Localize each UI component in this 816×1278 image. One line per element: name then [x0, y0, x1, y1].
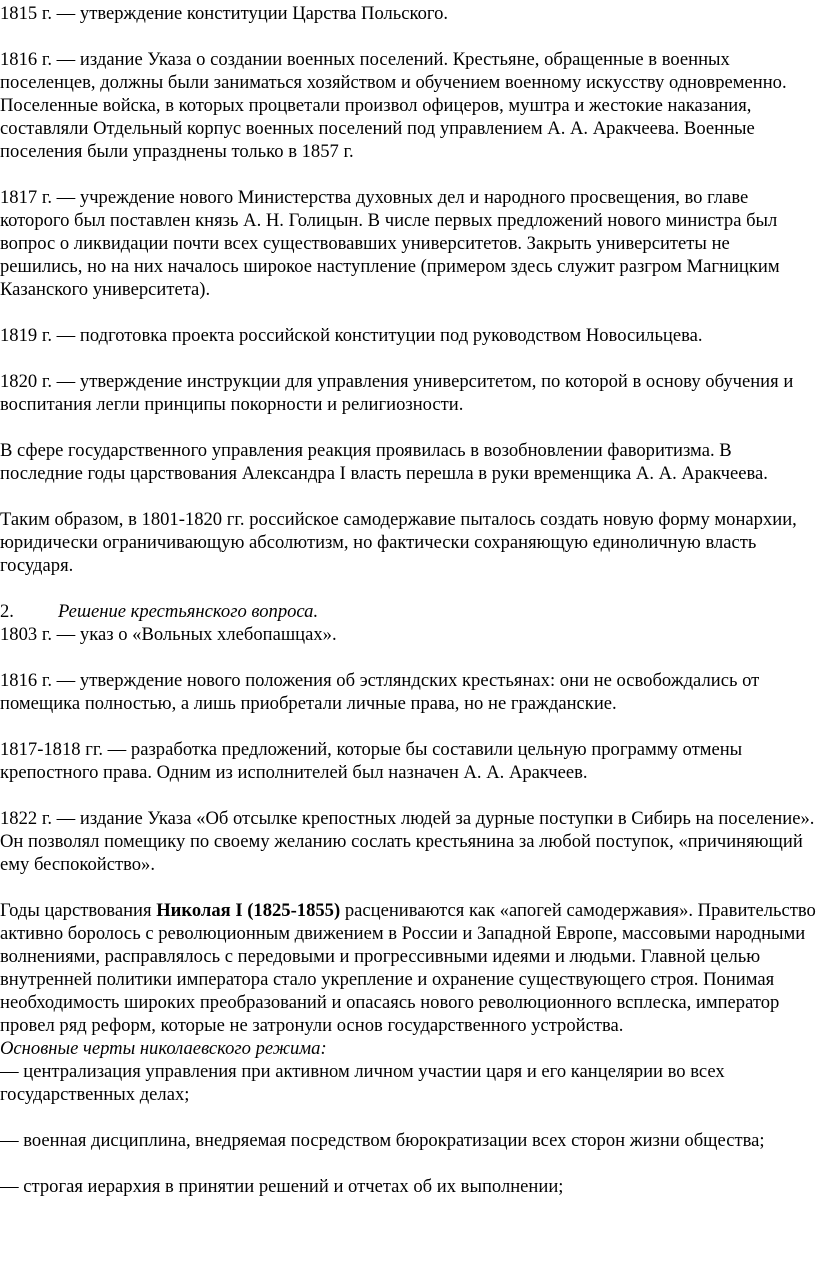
paragraph-nicholas-intro	[0, 899, 816, 1037]
feature-item: — централизация управления при активном личном участии царя и его канцелярии во всех государственных делах;	[0, 1061, 725, 1105]
intro-text-rest: расцениваются как «апогей самодержавия». Правительство активно боролось с революционным движением в России и Западной Европе, массовыми народными волнениями, расправлялось с передовыми и прогрессивными идеями и людьми. Главной целью внутренней политики императора стало укрепление и охранение существующего строя. Понимая необходимость широких преобразований и опасаясь нового революционного всплеска, император провел ряд реформ, которые не затронули основ государственного устройства.	[0, 900, 816, 1036]
paragraph-1822-decree: 1822 г. — издание Указа «Об отсылке крепостных людей за дурные поступки в Сибирь на поселение». Он позволял помещику по своему желанию сослать крестьянина за любой поступок, «причиняющий ему беспокойство».	[0, 808, 815, 875]
section-2-heading	[0, 600, 816, 623]
section-title: Решение крестьянского вопроса.	[58, 601, 319, 622]
nicholas-name: Николая I (1825-1855)	[156, 900, 341, 921]
paragraph-1817-1818-program: 1817-1818 гг. — разработка предложений, которые бы составили цельную программу отмены крепостного права. Одним из исполнителей был назначен А. А. Аракчеев.	[0, 739, 743, 783]
paragraph-1820-university: 1820 г. — утверждение инструкции для управления университетом, по которой в основу обучения и воспитания легли принципы покорности и религиозности.	[0, 371, 794, 415]
feature-item: — строгая иерархия в принятии решений и отчетах об их выполнении;	[0, 1176, 564, 1197]
document-page	[0, 2, 816, 1198]
paragraph-reaction: В сфере государственного управления реакция проявилась в возобновлении фаворитизма. В последние годы царствования Александра I власть перешла в руки временщика А. А. Аракчеева.	[0, 440, 768, 484]
section-number: 2.	[0, 601, 14, 622]
paragraph-conclusion: Таким образом, в 1801-1820 гг. российское самодержавие пыталось создать новую форму монархии, юридически ограничивающую абсолютизм, но фактически сохраняющую единоличную власть государя.	[0, 509, 797, 576]
features-heading: Основные черты николаевского режима:	[0, 1038, 327, 1059]
paragraph-1816-estland: 1816 г. — утверждение нового положения об эстляндских крестьянах: они не освобождались от помещика полностью, а лишь приобретали личные права, но не гражданские.	[0, 670, 760, 714]
paragraph-1803-free-farmers: 1803 г. — указ о «Вольных хлебопашцах».	[0, 624, 337, 645]
paragraph-1815: 1815 г. — утверждение конституции Царства Польского.	[0, 3, 449, 24]
paragraph-1817-ministry: 1817 г. — учреждение нового Министерства духовных дел и народного просвещения, во главе которого был поставлен князь А. Н. Голицын. В числе первых предложений нового министра был вопрос о ликвидации почти всех существовавших университетов. Закрыть университеты не решились, но на них началось широкое наступление (примером здесь служит разгром Магницким Казанского университета).	[0, 187, 780, 300]
intro-text-start: Годы царствования	[0, 900, 157, 921]
paragraph-1816-military-settlements: 1816 г. — издание Указа о создании военных поселений. Крестьяне, обращенные в военных поселенцев, должны были заниматься хозяйством и обучением военному искусству одновременно. Поселенные войска, в которых процветали произвол офицеров, муштра и жестокие наказания, составляли Отдельный корпус военных поселений под управлением А. А. Аракчеева. Военные поселения были упразднены только в 1857 г.	[0, 49, 787, 162]
paragraph-1819-constitution: 1819 г. — подготовка проекта российской конституции под руководством Новосильцева.	[0, 325, 703, 346]
feature-item: — военная дисциплина, внедряемая посредством бюрократизации всех сторон жизни общества;	[0, 1130, 765, 1151]
